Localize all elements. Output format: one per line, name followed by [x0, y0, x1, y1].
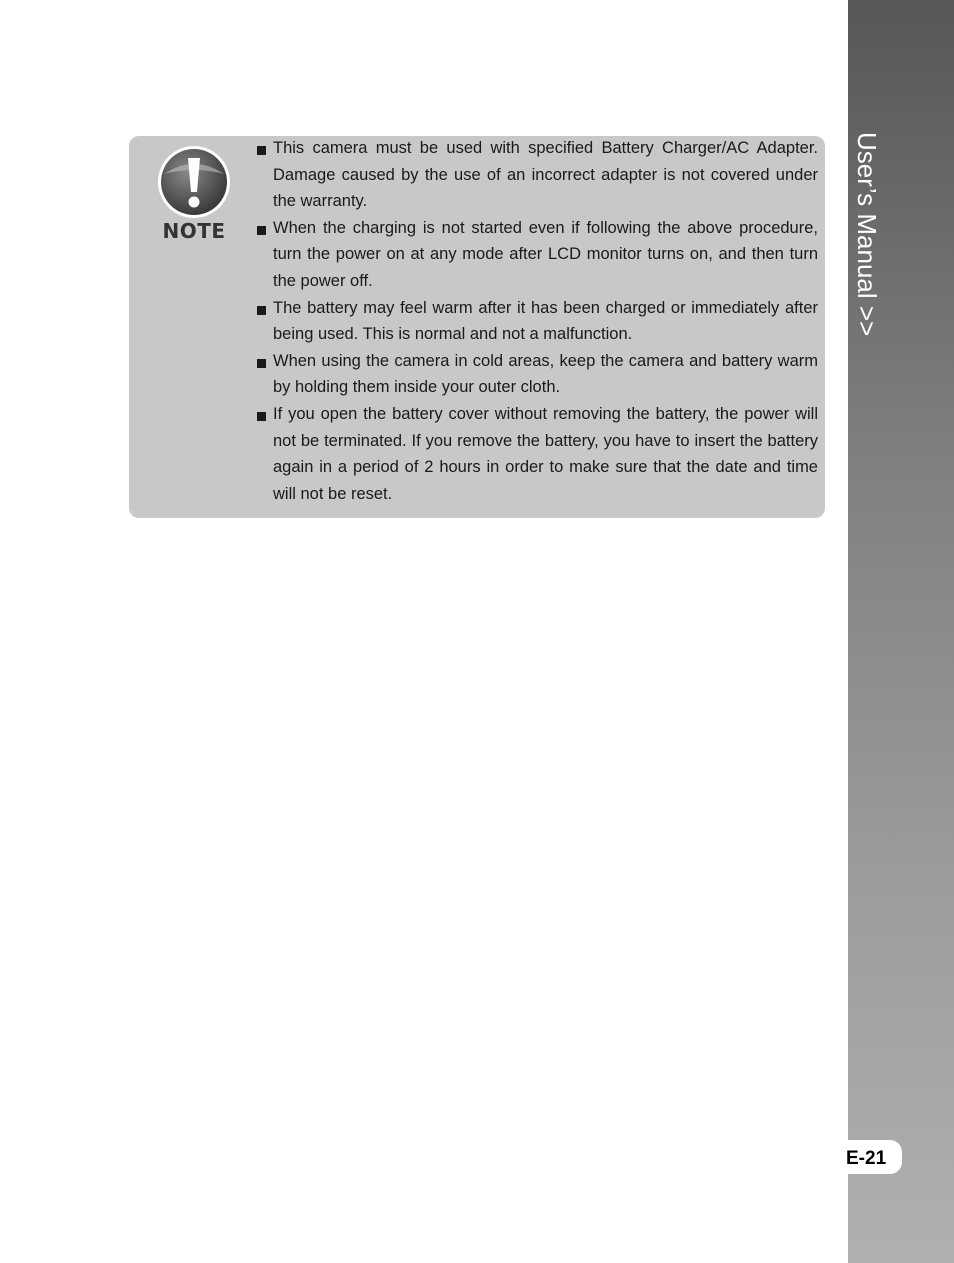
list-item: If you open the battery cover without removing the battery, the power will not be terminated. If you remove the battery, you have to insert the battery again in a period of 2 hours in order to make sure that the date and time will not be reset.: [257, 401, 818, 507]
list-item: When the charging is not started even if following the above procedure, turn the power on at any mode after LCD monitor turns on, and then turn the power off.: [257, 215, 818, 295]
square-bullet-icon: [257, 146, 266, 155]
note-list: [257, 135, 818, 507]
list-item: When using the camera in cold areas, keep the camera and battery warm by holding them inside your outer cloth.: [257, 348, 818, 401]
list-item: This camera must be used with specified Battery Charger/AC Adapter. Damage caused by the use of an incorrect adapter is not covered under the warranty.: [257, 135, 818, 215]
square-bullet-icon: [257, 359, 266, 368]
list-item: The battery may feel warm after it has been charged or immediately after being used. This is normal and not a malfunction.: [257, 295, 818, 348]
square-bullet-icon: [257, 306, 266, 315]
square-bullet-icon: [257, 226, 266, 235]
page-number: E-21: [846, 1148, 887, 1169]
note-label: NOTE: [162, 219, 226, 243]
square-bullet-icon: [257, 412, 266, 421]
sidebar-title: User’s Manual >>: [852, 132, 882, 337]
